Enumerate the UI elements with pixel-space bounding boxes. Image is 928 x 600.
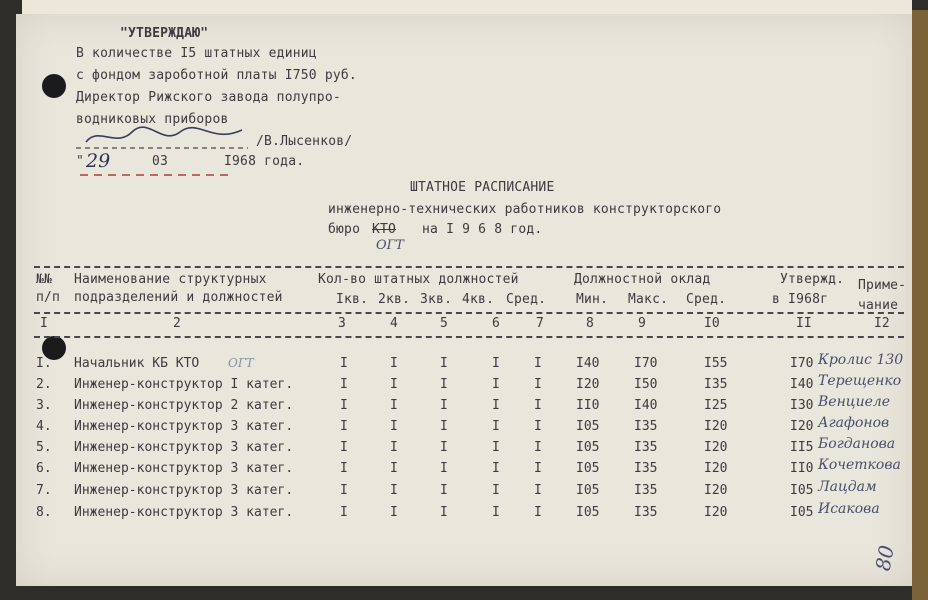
row-approved: I20 bbox=[790, 419, 814, 434]
header-q3: 3кв. bbox=[420, 292, 453, 307]
row-number: I. bbox=[36, 356, 52, 371]
row-max: I40 bbox=[634, 398, 658, 413]
row-q2: I bbox=[390, 440, 398, 455]
row-avg-salary: I55 bbox=[704, 356, 728, 371]
row-max: I35 bbox=[634, 505, 658, 520]
punch-hole-top bbox=[42, 74, 66, 98]
header-approved-b: в I968г bbox=[772, 292, 829, 307]
row-approved: I40 bbox=[790, 377, 814, 392]
row-q4: I bbox=[492, 440, 500, 455]
row-note-signature: Агафонов bbox=[818, 415, 890, 431]
row-title: Инженер-конструктор 3 катег. bbox=[74, 440, 294, 455]
row-note-signature: Терещенко bbox=[818, 373, 902, 389]
header-mid-rule bbox=[34, 312, 904, 314]
row-number: 6. bbox=[36, 461, 52, 476]
row-avg: I bbox=[534, 505, 542, 520]
header-name-a: Наименование структурных bbox=[74, 272, 267, 287]
approval-line-4: водниковых приборов bbox=[76, 112, 229, 127]
header-min: Мин. bbox=[576, 292, 609, 307]
row-max: I35 bbox=[634, 483, 658, 498]
row-min: I05 bbox=[576, 483, 600, 498]
column-number: 4 bbox=[390, 316, 398, 331]
row-number: 5. bbox=[36, 440, 52, 455]
row-number: 2. bbox=[36, 377, 52, 392]
doc-title: ШТАТНОЕ РАСПИСАНИЕ bbox=[410, 180, 555, 195]
row-approved: II0 bbox=[790, 461, 814, 476]
column-number: 5 bbox=[440, 316, 448, 331]
row-min: I05 bbox=[576, 505, 600, 520]
approval-line-2: с фондом зароботной платы I750 руб. bbox=[76, 68, 357, 83]
table-top-rule bbox=[34, 266, 904, 268]
row-q3: I bbox=[440, 505, 448, 520]
row-q1: I bbox=[340, 377, 348, 392]
row-note-signature: Исакова bbox=[818, 501, 880, 517]
approval-line-1: В количестве I5 штатных единиц bbox=[76, 46, 317, 61]
column-number: 3 bbox=[338, 316, 346, 331]
header-approved-a: Утвержд. bbox=[780, 272, 845, 287]
row-q1: I bbox=[340, 440, 348, 455]
date-month: 03 bbox=[152, 154, 169, 169]
column-number: 8 bbox=[586, 316, 594, 331]
row-avg-salary: I35 bbox=[704, 377, 728, 392]
row-title: Инженер-конструктор I катег. bbox=[74, 377, 294, 392]
approval-line-3: Директор Рижского завода полупро- bbox=[76, 90, 341, 105]
row-q4: I bbox=[492, 419, 500, 434]
row-title: Начальник КБ КТО bbox=[74, 356, 200, 371]
header-name-b: подразделений и должностей bbox=[74, 290, 283, 305]
column-number: 6 bbox=[492, 316, 500, 331]
row-avg: I bbox=[534, 440, 542, 455]
row-number: 4. bbox=[36, 419, 52, 434]
row-q2: I bbox=[390, 377, 398, 392]
header-avg-salary: Сред. bbox=[686, 292, 727, 307]
row-q2: I bbox=[390, 461, 398, 476]
row-q1: I bbox=[340, 419, 348, 434]
row-note-signature: Богданова bbox=[818, 436, 896, 452]
row-q1: I bbox=[340, 505, 348, 520]
approval-title: "УТВЕРЖДАЮ" bbox=[120, 26, 209, 41]
row-avg: I bbox=[534, 419, 542, 434]
row-max: I35 bbox=[634, 419, 658, 434]
row-note-signature: Лацдам bbox=[818, 479, 877, 495]
row-q3: I bbox=[440, 461, 448, 476]
row-avg-salary: I20 bbox=[704, 461, 728, 476]
row-avg: I bbox=[534, 377, 542, 392]
row-max: I35 bbox=[634, 461, 658, 476]
row-number: 7. bbox=[36, 483, 52, 498]
row-q4: I bbox=[492, 356, 500, 371]
header-count-group: Кол-во штатных должностей bbox=[318, 272, 519, 287]
row-q2: I bbox=[390, 505, 398, 520]
row-q3: I bbox=[440, 398, 448, 413]
row-q2: I bbox=[390, 398, 398, 413]
column-number: 2 bbox=[173, 316, 181, 331]
row-q3: I bbox=[440, 483, 448, 498]
column-number: II bbox=[796, 316, 812, 331]
row-avg: I bbox=[534, 398, 542, 413]
row-title: Инженер-конструктор 2 катег. bbox=[74, 398, 294, 413]
row-title: Инженер-конструктор 3 катег. bbox=[74, 461, 294, 476]
row-q3: I bbox=[440, 356, 448, 371]
row-avg-salary: I25 bbox=[704, 398, 728, 413]
row-min: I20 bbox=[576, 377, 600, 392]
director-signature bbox=[72, 122, 252, 152]
column-number: 7 bbox=[536, 316, 544, 331]
column-number: 9 bbox=[638, 316, 646, 331]
row-q2: I bbox=[390, 419, 398, 434]
row-q1: I bbox=[340, 461, 348, 476]
column-number: I2 bbox=[874, 316, 890, 331]
date-quote: " bbox=[76, 154, 85, 169]
row-note-signature: Венциеле bbox=[818, 394, 891, 410]
header-q1: Iкв. bbox=[336, 292, 369, 307]
row-avg-salary: I20 bbox=[704, 505, 728, 520]
row-min: I05 bbox=[576, 440, 600, 455]
date-day: 29 bbox=[86, 150, 111, 172]
row-max: I70 bbox=[634, 356, 658, 371]
row-q4: I bbox=[492, 483, 500, 498]
header-num-b: п/п bbox=[36, 290, 61, 305]
row-min: I40 bbox=[576, 356, 600, 371]
row-q2: I bbox=[390, 483, 398, 498]
row-min: I05 bbox=[576, 461, 600, 476]
title-correction: ОГТ bbox=[376, 238, 404, 253]
header-q4: 4кв. bbox=[462, 292, 495, 307]
row-title: Инженер-конструктор 3 катег. bbox=[74, 419, 294, 434]
row-q4: I bbox=[492, 377, 500, 392]
date-underline bbox=[80, 172, 230, 180]
column-number: I0 bbox=[704, 316, 720, 331]
row-note-signature: Кочеткова bbox=[818, 457, 901, 473]
row-number: 3. bbox=[36, 398, 52, 413]
row-q1: I bbox=[340, 356, 348, 371]
row-q4: I bbox=[492, 398, 500, 413]
document-page bbox=[16, 14, 912, 586]
signature-name: /В.Лысенков/ bbox=[256, 134, 353, 149]
row-avg-salary: I20 bbox=[704, 419, 728, 434]
row-approved: I70 bbox=[790, 356, 814, 371]
row-avg-salary: I20 bbox=[704, 440, 728, 455]
doc-subtitle: инженерно-технических работников конструкторского bbox=[328, 202, 722, 217]
row-avg: I bbox=[534, 483, 542, 498]
row-note-signature: Кролис 130 bbox=[818, 352, 904, 368]
header-bottom-rule bbox=[34, 336, 904, 338]
row-max: I35 bbox=[634, 440, 658, 455]
header-salary-group: Должностной оклад bbox=[574, 272, 711, 287]
header-q2: 2кв. bbox=[378, 292, 411, 307]
row-q4: I bbox=[492, 505, 500, 520]
row-min: I05 bbox=[576, 419, 600, 434]
row-q4: I bbox=[492, 461, 500, 476]
row-q3: I bbox=[440, 419, 448, 434]
page-number: 80 bbox=[870, 543, 899, 573]
row-min: II0 bbox=[576, 398, 600, 413]
header-note-a: Приме- bbox=[858, 278, 907, 293]
row-approved: I05 bbox=[790, 483, 814, 498]
row-approved: II5 bbox=[790, 440, 814, 455]
row-avg: I bbox=[534, 356, 542, 371]
row-avg-salary: I20 bbox=[704, 483, 728, 498]
row-title: Инженер-конструктор 3 катег. bbox=[74, 505, 294, 520]
doc-subtitle-suffix: на I 9 6 8 год. bbox=[422, 222, 543, 237]
row-approved: I05 bbox=[790, 505, 814, 520]
column-number: I bbox=[40, 316, 48, 331]
row-q3: I bbox=[440, 377, 448, 392]
row-q1: I bbox=[340, 483, 348, 498]
underlying-sheet bbox=[22, 0, 912, 15]
header-num-a: №№ bbox=[36, 272, 53, 287]
row-q2: I bbox=[390, 356, 398, 371]
row-q3: I bbox=[440, 440, 448, 455]
row-title: Инженер-конструктор 3 катег. bbox=[74, 483, 294, 498]
row-number: 8. bbox=[36, 505, 52, 520]
header-note-b: чание bbox=[858, 298, 899, 313]
doc-subtitle-struck: КТО bbox=[372, 222, 397, 237]
doc-subtitle-prefix: бюро bbox=[328, 222, 361, 237]
row-q1: I bbox=[340, 398, 348, 413]
row-max: I50 bbox=[634, 377, 658, 392]
row-avg: I bbox=[534, 461, 542, 476]
binder-edge bbox=[912, 10, 928, 600]
header-avg: Сред. bbox=[506, 292, 547, 307]
header-max: Макс. bbox=[628, 292, 669, 307]
row-approved: I30 bbox=[790, 398, 814, 413]
date-year: I968 года. bbox=[224, 154, 305, 169]
row1-correction: ОГТ bbox=[228, 356, 254, 370]
